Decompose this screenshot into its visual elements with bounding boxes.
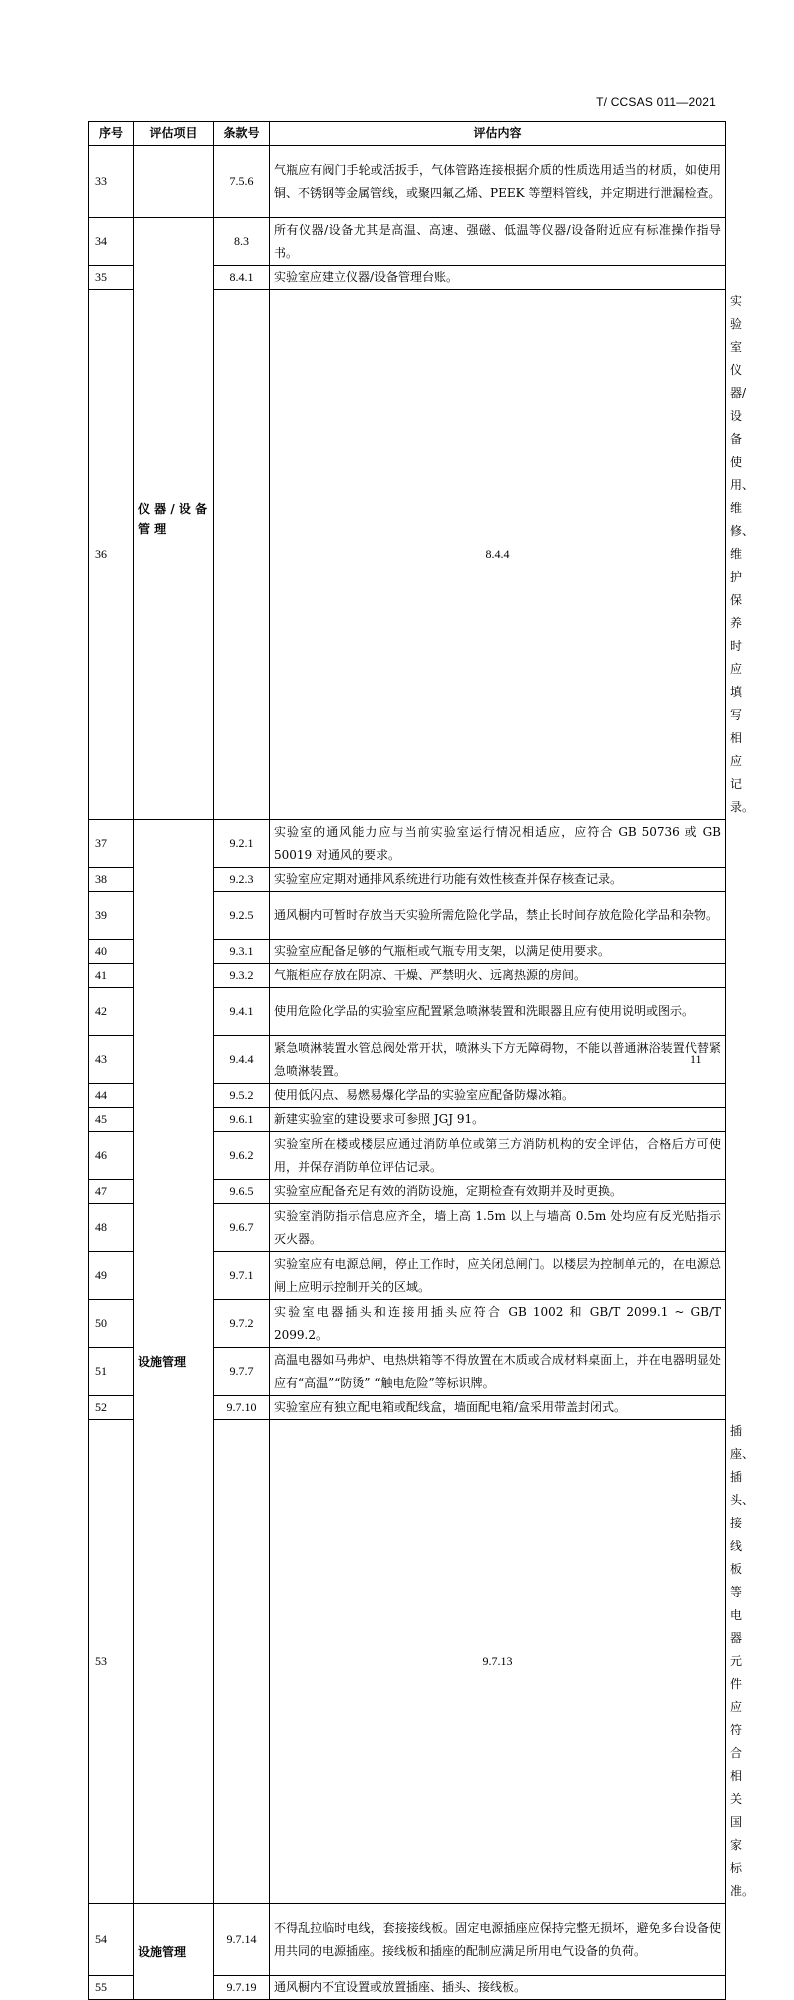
clause-number: 9.2.3 — [214, 868, 270, 892]
evaluation-content: 实验室的通风能力应与当前实验室运行情况相适应，应符合 GB 50736 或 GB 50019 对通风的要求。 — [270, 820, 726, 868]
clause-number: 9.2.5 — [214, 892, 270, 940]
clause-number: 9.7.14 — [214, 1904, 270, 1976]
evaluation-content: 实验室应定期对通排风系统进行功能有效性核查并保存核查记录。 — [270, 868, 726, 892]
table-row — [89, 218, 726, 266]
clause-number: 9.6.5 — [214, 1180, 270, 1204]
clause-number: 9.6.2 — [214, 1132, 270, 1180]
row-number: 38 — [89, 868, 134, 892]
group-instrument-management: 仪 器 / 设 备 管 理 — [134, 218, 214, 820]
row-number: 36 — [89, 290, 134, 820]
page-number: 11 — [690, 1052, 702, 1066]
clause-number: 9.3.2 — [214, 964, 270, 988]
clause-number: 9.6.1 — [214, 1108, 270, 1132]
evaluation-content: 实验室应建立仪器/设备管理台账。 — [270, 266, 726, 290]
evaluation-content: 实验室应有电源总闸，停止工作时，应关闭总闸门。以楼层为控制单元的，在电源总闸上应明示控制开关的区域。 — [270, 1252, 726, 1300]
evaluation-content: 使用危险化学品的实验室应配置紧急喷淋装置和洗眼器且应有使用说明或图示。 — [270, 988, 726, 1036]
table-header-row — [89, 122, 726, 146]
evaluation-content: 通风橱内可暂时存放当天实验所需危险化学品，禁止长时间存放危险化学品和杂物。 — [270, 892, 726, 940]
column-header-clause: 条款号 — [214, 122, 270, 146]
evaluation-content: 实验室应有独立配电箱或配线盒，墙面配电箱/盒采用带盖封闭式。 — [270, 1396, 726, 1420]
evaluation-content: 使用低闪点、易燃易爆化学品的实验室应配备防爆冰箱。 — [270, 1084, 726, 1108]
evaluation-content: 实验室应配备充足有效的消防设施，定期检查有效期并及时更换。 — [270, 1180, 726, 1204]
clause-number: 9.5.2 — [214, 1084, 270, 1108]
row-number: 45 — [89, 1108, 134, 1132]
clause-number: 9.7.13 — [270, 1420, 726, 1904]
column-header-no: 序号 — [89, 122, 134, 146]
row-number: 55 — [89, 1976, 134, 2000]
row-number: 35 — [89, 266, 134, 290]
clause-number: 8.4.1 — [214, 266, 270, 290]
evaluation-content: 所有仪器/设备尤其是高温、高速、强磁、低温等仪器/设备附近应有标准操作指导书。 — [270, 218, 726, 266]
clause-number: 9.7.19 — [214, 1976, 270, 2000]
table-row — [89, 820, 726, 868]
clause-number: 9.4.4 — [214, 1036, 270, 1084]
evaluation-content: 不得乱拉临时电线，套接接线板。固定电源插座应保持完整无损坏，避免多台设备使用共同的电源插座。接线板和插座的配制应满足所用电气设备的负荷。 — [270, 1904, 726, 1976]
row-number: 48 — [89, 1204, 134, 1252]
row-number: 47 — [89, 1180, 134, 1204]
item-cell-empty — [134, 146, 214, 218]
group-facility-management: 设施管理 — [134, 820, 214, 1904]
item-cell-empty — [214, 290, 270, 820]
evaluation-content: 高温电器如马弗炉、电热烘箱等不得放置在木质或合成材料桌面上，并在电器明显处应有“高温”“防烫” “触电危险”等标识牌。 — [270, 1348, 726, 1396]
table-row — [89, 146, 726, 218]
clause-number: 9.2.1 — [214, 820, 270, 868]
table-row — [89, 1904, 726, 1976]
evaluation-content: 新建实验室的建设要求可参照 JGJ 91。 — [270, 1108, 726, 1132]
row-number: 39 — [89, 892, 134, 940]
evaluation-content: 紧急喷淋装置水管总阀处常开状，喷淋头下方无障碍物，不能以普通淋浴装置代替紧急喷淋装置。 — [270, 1036, 726, 1084]
row-number: 43 — [89, 1036, 134, 1084]
row-number: 37 — [89, 820, 134, 868]
table-row: 53 9.7.13 插座、插头、接线板等电器元件应符合相关国家标准。 — [89, 1420, 726, 1904]
row-number: 54 — [89, 1904, 134, 1976]
row-number: 50 — [89, 1300, 134, 1348]
table-row: 36 8.4.4 实验室仪器/设备使用、维修、维护保养时应填写相应记录。 — [89, 290, 726, 820]
row-number: 33 — [89, 146, 134, 218]
evaluation-table — [88, 121, 755, 2000]
column-header-content: 评估内容 — [270, 122, 726, 146]
row-number: 46 — [89, 1132, 134, 1180]
row-number: 53 — [89, 1420, 134, 1904]
group-facility-management-2: 设施管理 — [134, 1904, 214, 2000]
row-number: 40 — [89, 940, 134, 964]
evaluation-content: 实验室消防指示信息应齐全，墙上高 1.5m 以上与墙高 0.5m 处均应有反光贴指示灭火器。 — [270, 1204, 726, 1252]
item-cell-empty — [214, 1420, 270, 1904]
evaluation-content: 通风橱内不宜设置或放置插座、插头、接线板。 — [270, 1976, 726, 2000]
column-header-item: 评估项目 — [134, 122, 214, 146]
clause-number: 9.7.2 — [214, 1300, 270, 1348]
clause-number: 9.6.7 — [214, 1204, 270, 1252]
evaluation-content: 实验室所在楼或楼层应通过消防单位或第三方消防机构的安全评估，合格后方可使用，并保存消防单位评估记录。 — [270, 1132, 726, 1180]
evaluation-content: 气瓶柜应存放在阴凉、干燥、严禁明火、远离热源的房间。 — [270, 964, 726, 988]
clause-number: 9.3.1 — [214, 940, 270, 964]
row-number: 44 — [89, 1084, 134, 1108]
evaluation-content: 实验室应配备足够的气瓶柜或气瓶专用支架，以满足使用要求。 — [270, 940, 726, 964]
clause-number: 8.3 — [214, 218, 270, 266]
clause-number: 9.4.1 — [214, 988, 270, 1036]
clause-number: 9.7.1 — [214, 1252, 270, 1300]
clause-number: 8.4.4 — [270, 290, 726, 820]
row-number: 52 — [89, 1396, 134, 1420]
row-number: 51 — [89, 1348, 134, 1396]
clause-number: 9.7.10 — [214, 1396, 270, 1420]
row-number: 42 — [89, 988, 134, 1036]
evaluation-content: 实验室电器插头和连接用插头应符合 GB 1002 和 GB/T 2099.1 ~ GB/T 2099.2。 — [270, 1300, 726, 1348]
standard-id-header: T/ CCSAS 011—2021 — [596, 95, 716, 109]
row-number: 49 — [89, 1252, 134, 1300]
row-number: 41 — [89, 964, 134, 988]
clause-number: 7.5.6 — [214, 146, 270, 218]
evaluation-content: 气瓶应有阀门手轮或活扳手，气体管路连接根据介质的性质选用适当的材质，如使用铜、不锈钢等金属管线，或聚四氟乙烯、PEEK 等塑料管线，并定期进行泄漏检查。 — [270, 146, 726, 218]
row-number: 34 — [89, 218, 134, 266]
clause-number: 9.7.7 — [214, 1348, 270, 1396]
